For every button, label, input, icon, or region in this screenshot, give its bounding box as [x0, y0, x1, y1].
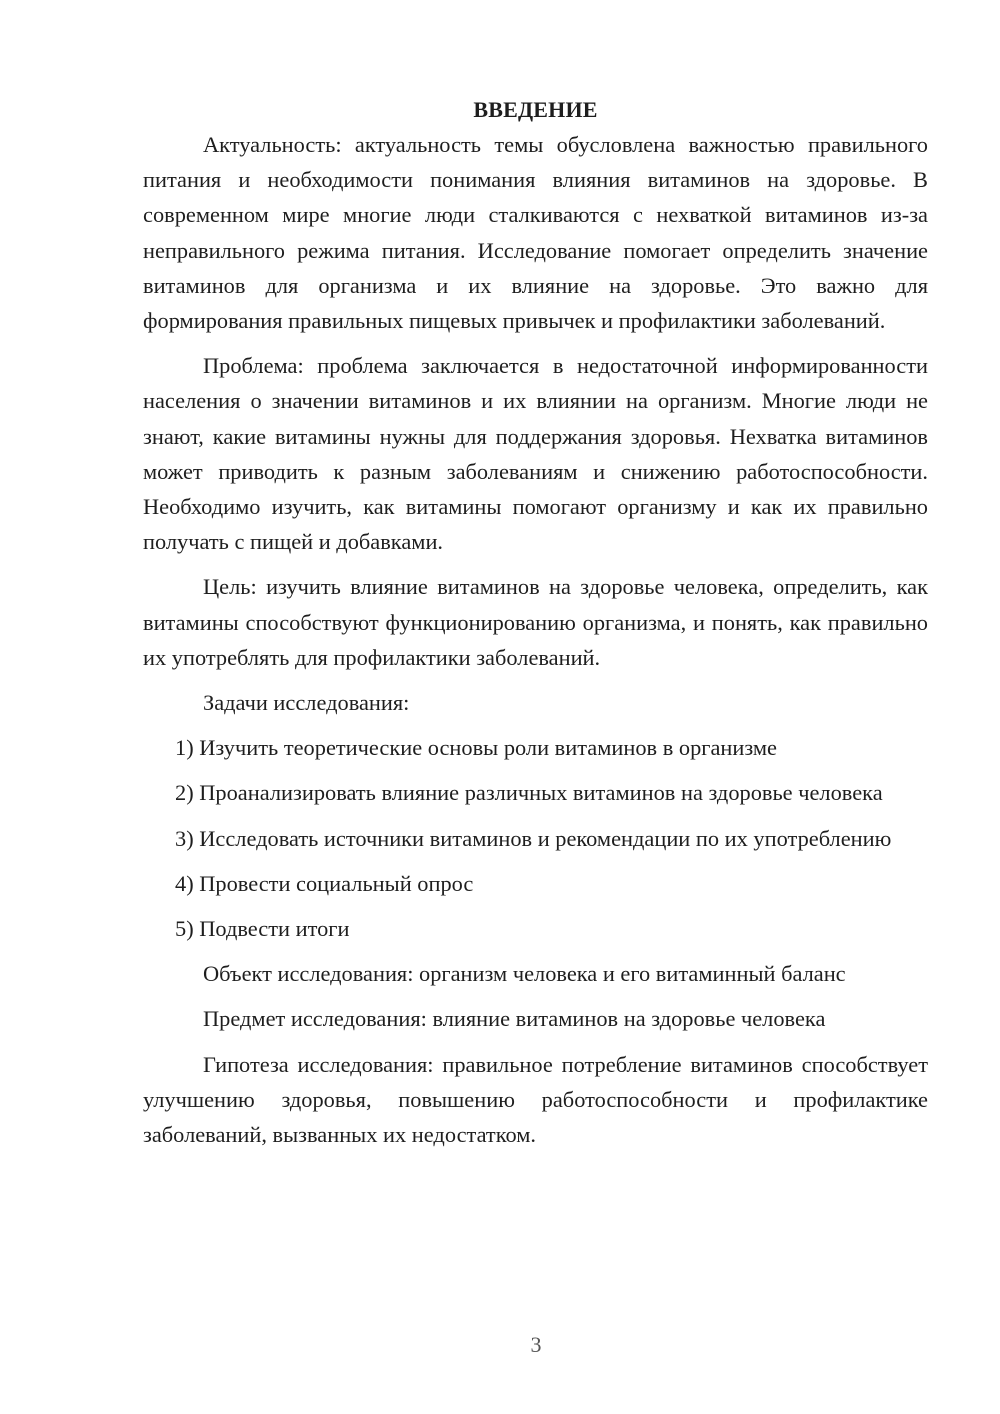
tasks-label: Задачи исследования:: [203, 690, 410, 716]
goal-paragraph: Цель: изучить влияние витаминов на здоровье человека, определить, как витамины способствуют функционированию организма, и понять, как правильно их употреблять для профилактики заболеваний.: [143, 574, 928, 670]
task-item-3: 3) Исследовать источники витаминов и рекомендации по их употреблению: [175, 825, 892, 851]
task-item-1: 1) Изучить теоретические основы роли витаминов в организме: [175, 735, 777, 761]
relevance-paragraph: Актуальность: актуальность темы обусловлена важностью правильного питания и необходимости понимания влияния витаминов на здоровье. В современном мире многие люди сталкиваются с нехваткой витаминов из-за неправильного режима питания. Исследование помогает определить значение витаминов для организма и их влияние на здоровье. Это важно для формирования правильных пищевых привычек и профилактики заболеваний.: [143, 132, 928, 334]
task-item-4: 4) Провести социальный опрос: [175, 870, 474, 896]
task-item-5: 5) Подвести итоги: [175, 916, 350, 942]
hypothesis-paragraph: Гипотеза исследования: правильное потребление витаминов способствует улучшению здоровья, повышению работоспособности и профилактике заболеваний, вызванных их недостатком.: [143, 1051, 928, 1148]
page-number: 3: [530, 1332, 542, 1357]
object-paragraph: Объект исследования: организм человека и его витаминный баланс: [203, 961, 846, 987]
problem-paragraph: Проблема: проблема заключается в недостаточной информированности населения о значении витаминов и их влиянии на организм. Многие люди не знают, какие витамины нужны для поддержания здоровья. Нехватка витаминов может приводить к разным заболеваниям и снижению работоспособности. Необходимо изучить, как витамины помогают организму и как их правильно получать с пищей и добавками.: [143, 353, 928, 555]
document-page: [143, 92, 928, 1152]
page-title: ВВЕДЕНИЕ: [473, 97, 598, 122]
subject-paragraph: Предмет исследования: влияние витаминов на здоровье человека: [203, 1006, 826, 1032]
task-item-2: 2) Проанализировать влияние различных витаминов на здоровье человека: [175, 780, 883, 806]
